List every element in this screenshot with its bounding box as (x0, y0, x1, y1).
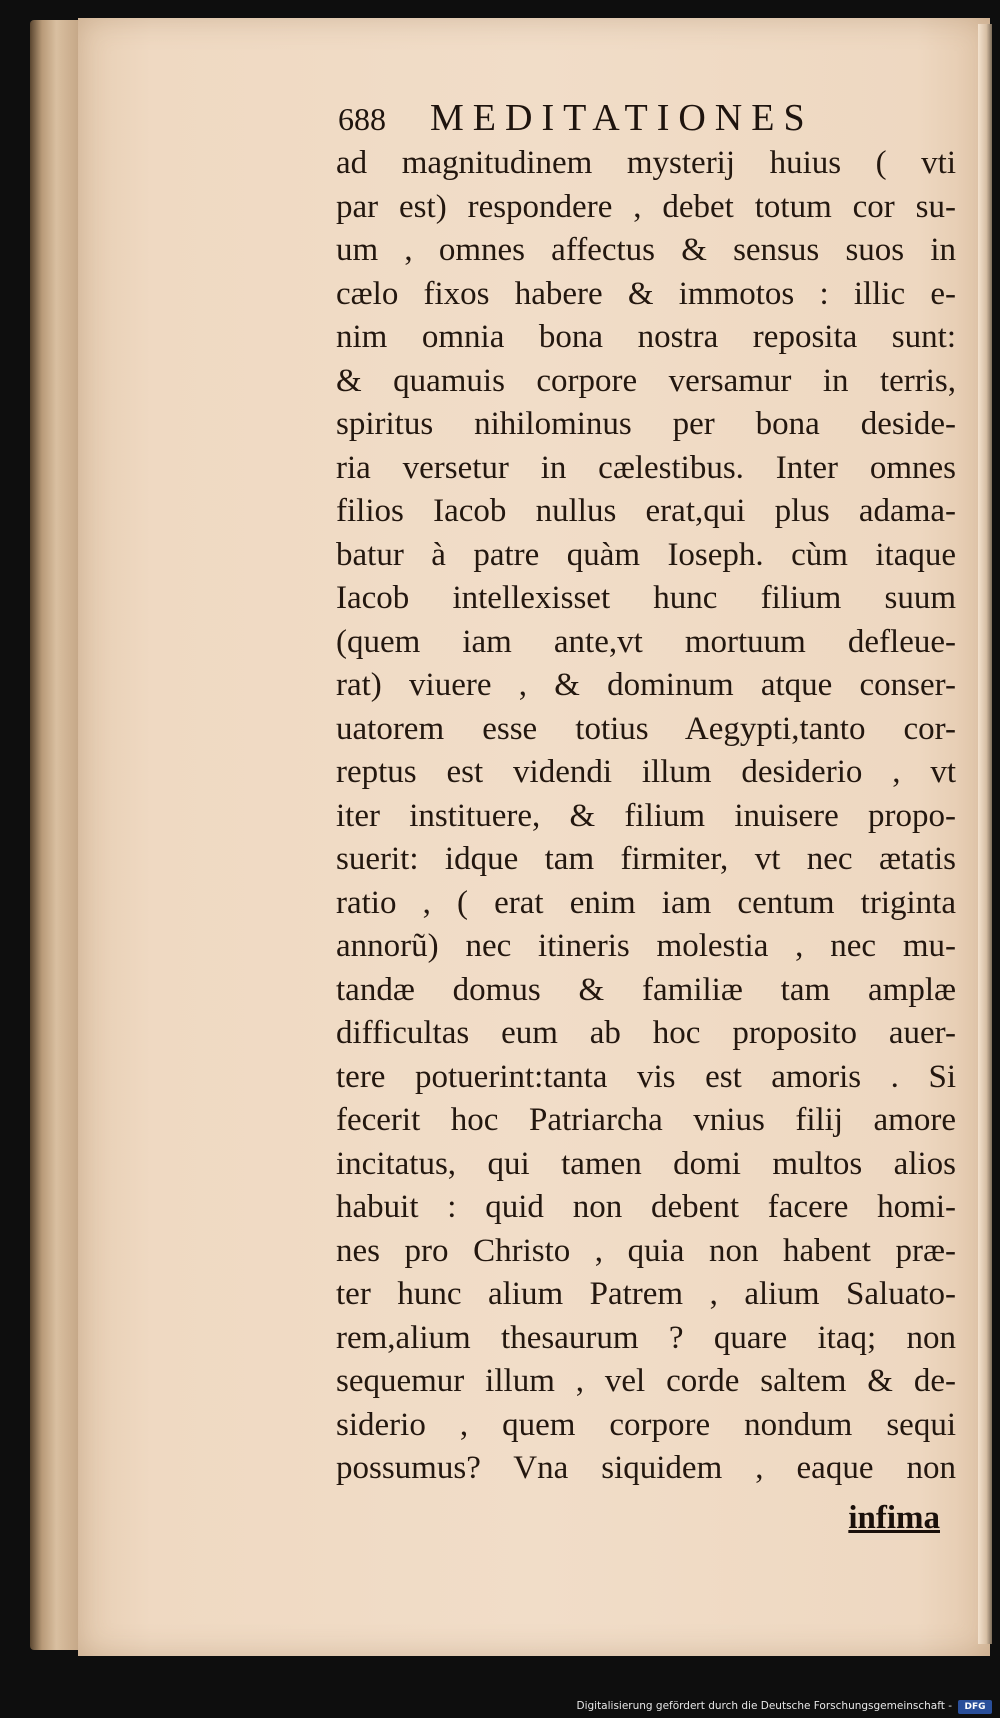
text-line: filios Iacob nullus erat,qui plus adama- (336, 493, 956, 529)
text-line: nes pro Christo , quia non habent præ- (336, 1232, 956, 1269)
text-line: batur à patre quàm Ioseph. cùm itaque (336, 536, 956, 573)
text-line: par est) respondere , debet totum cor su- (336, 188, 956, 225)
header-title: MEDITATIONES (430, 97, 814, 139)
text-line: possumus? Vna siquidem , eaque non (336, 1450, 956, 1486)
text-line: incitatus, qui tamen domi multos alios (336, 1145, 956, 1182)
text-line: Iacob intellexisset hunc filium suum (336, 580, 956, 616)
text-line: iter instituere, & filium inuisere propo- (336, 797, 956, 834)
text-line: fecerit hoc Patriarcha vnius filij amore (336, 1102, 956, 1138)
text-line: habuit : quid non debent facere homi- (336, 1189, 956, 1225)
body-text (336, 142, 956, 1491)
text-line: tandæ domus & familiæ tam amplæ (336, 971, 956, 1008)
text-line: ria versetur in cælestibus. Inter omnes (336, 449, 956, 486)
running-head (338, 96, 878, 140)
text-line: siderio , quem corpore nondum sequi (336, 1406, 956, 1443)
page-fore-edge (978, 24, 992, 1644)
text-line: difficultas eum ab hoc proposito auer- (336, 1015, 956, 1051)
text-line: rem,alium thesaurum ? quare itaq; non (336, 1319, 956, 1356)
text-line: ad magnitudinem mysterij huius ( vti (336, 145, 956, 181)
text-line: uatorem esse totius Aegypti,tanto cor- (336, 710, 956, 747)
text-line: spiritus nihilominus per bona deside- (336, 406, 956, 442)
text-line: ter hunc alium Patrem , alium Saluato- (336, 1276, 956, 1312)
text-line: rat) viuere , & dominum atque conser- (336, 667, 956, 703)
footer-bar (0, 1698, 1000, 1718)
text-line: reptus est videndi illum desiderio , vt (336, 754, 956, 790)
text-line: nim omnia bona nostra reposita sunt: (336, 319, 956, 355)
text-line: um , omnes affectus & sensus suos in (336, 232, 956, 268)
text-line: sequemur illum , vel corde saltem & de- (336, 1363, 956, 1399)
text-line: ratio , ( erat enim iam centum triginta (336, 884, 956, 921)
text-line: tere potuerint:tanta vis est amoris . Si (336, 1058, 956, 1095)
text-line: suerit: idque tam firmiter, vt nec ætatis (336, 841, 956, 877)
funding-note: Digitalisierung gefördert durch die Deutsche Forschungsgemeinschaft - (576, 1700, 952, 1712)
catchword: infima (848, 1500, 940, 1536)
text-line: & quamuis corpore versamur in terris, (336, 362, 956, 399)
page-number: 688 (338, 101, 386, 137)
text-line: (quem iam ante,vt mortuum defleue- (336, 623, 956, 660)
book-spine-edge (30, 20, 78, 1650)
text-line: annorũ) nec itineris molestia , nec mu- (336, 928, 956, 964)
text-line: cælo fixos habere & immotos : illic e- (336, 275, 956, 312)
dfg-logo-icon: DFG (958, 1700, 992, 1714)
